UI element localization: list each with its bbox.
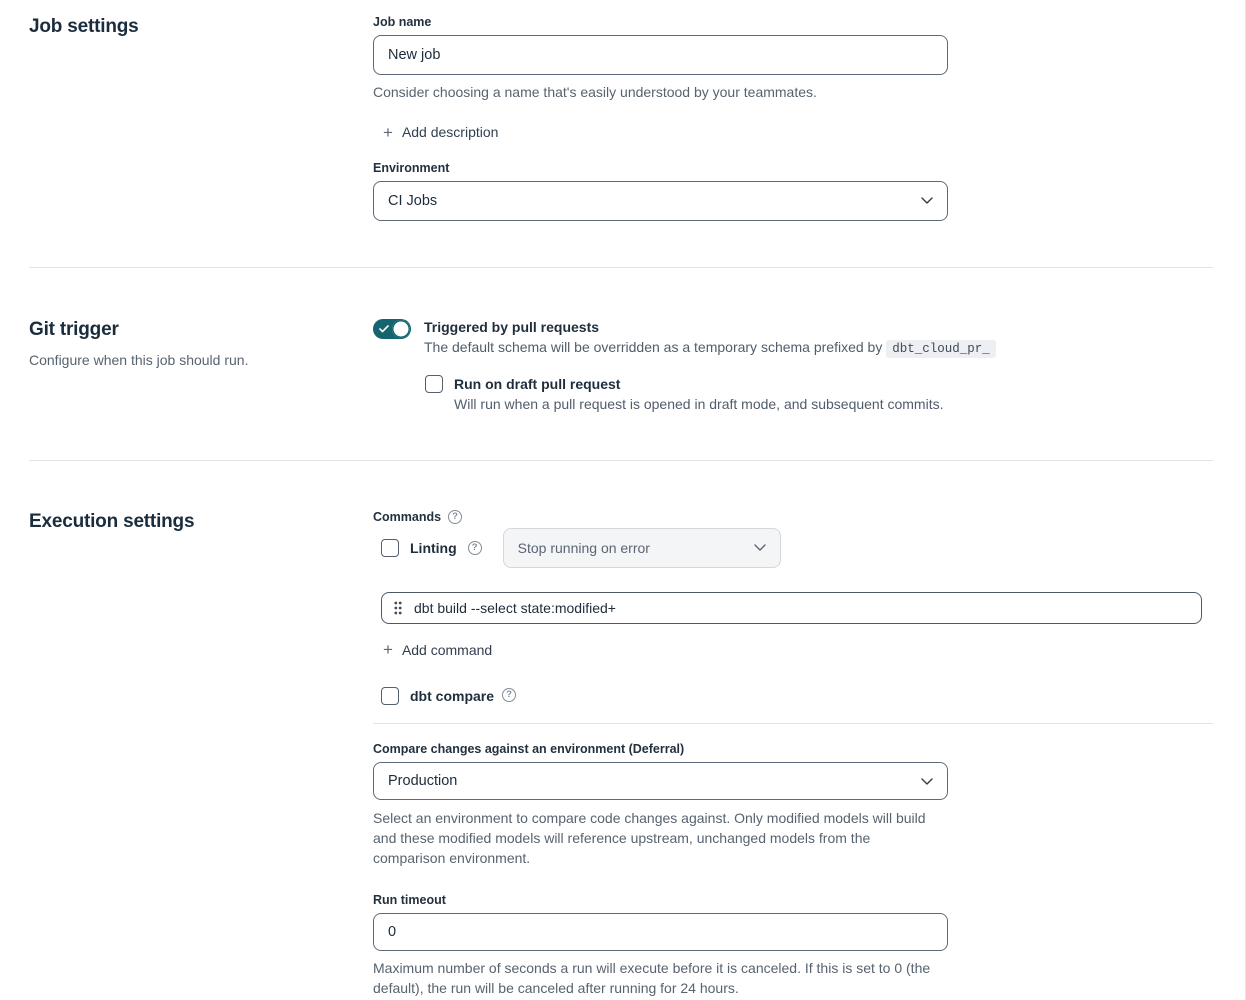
pr-trigger-label: Triggered by pull requests — [424, 318, 600, 335]
toggle-knob — [392, 320, 410, 338]
deferral-select[interactable] — [373, 762, 948, 800]
section-title-job-settings: Job settings — [29, 16, 139, 37]
job-name-input[interactable] — [373, 35, 948, 75]
section-right-column — [373, 509, 1213, 999]
run-timeout-label: Run timeout — [373, 893, 446, 907]
commands-label: Commands — [373, 509, 442, 524]
help-icon[interactable]: ? — [448, 510, 462, 524]
environment-select[interactable] — [373, 181, 948, 221]
section-title-git-trigger: Git trigger — [29, 318, 119, 340]
pr-trigger-description — [424, 337, 996, 360]
chevron-down-icon — [921, 197, 933, 204]
section-job-settings — [29, 0, 1213, 267]
schema-prefix-chip: dbt_cloud_pr_ — [886, 340, 996, 358]
add-description-label: Add description — [401, 124, 499, 140]
add-command-label: Add command — [401, 641, 493, 658]
job-name-help-text: Consider choosing a name that's easily understood by your teammates. — [373, 84, 817, 100]
plus-icon: + — [383, 122, 393, 142]
commands-label-row — [373, 509, 1213, 525]
linting-row — [381, 528, 1213, 568]
linting-mode-selected-value: Stop running on error — [517, 539, 650, 556]
section-left-column — [29, 317, 373, 414]
draft-pr-checkbox[interactable] — [425, 375, 443, 393]
add-command-wrap — [373, 640, 1213, 661]
command-text[interactable]: dbt build --select state:modified+ — [414, 599, 616, 616]
section-git-trigger — [29, 268, 1213, 460]
deferral-label: Compare changes against an environment (Deferral) — [373, 742, 685, 756]
draft-pr-row — [425, 374, 1213, 414]
linting-mode-select[interactable] — [503, 528, 781, 568]
section-title-execution-settings: Execution settings — [29, 510, 195, 532]
pr-trigger-row — [373, 317, 1213, 360]
help-icon[interactable]: ? — [468, 541, 482, 555]
draft-pr-description: Will run when a pull request is opened in draft mode, and subsequent commits. — [454, 395, 944, 412]
section-left-column — [29, 14, 373, 221]
deferral-help-text: Select an environment to compare code changes against. Only modified models will build and these modified models will reference upstream, unchanged models from the comparison environment. — [373, 810, 926, 866]
add-command-button[interactable] — [383, 640, 492, 660]
job-name-label: Job name — [373, 15, 432, 29]
dbt-compare-label: dbt compare — [410, 688, 495, 704]
pr-trigger-toggle[interactable] — [373, 319, 411, 339]
drag-handle-icon[interactable] — [392, 599, 404, 617]
pr-trigger-text — [424, 317, 996, 360]
git-trigger-subtitle: Configure when this job should run. — [29, 351, 249, 368]
plus-icon: + — [383, 640, 393, 659]
deferral-selected-value: Production — [388, 773, 458, 789]
linting-checkbox[interactable] — [381, 539, 399, 557]
environment-label: Environment — [373, 160, 450, 175]
section-execution-settings — [29, 461, 1213, 1000]
linting-label: Linting — [410, 539, 457, 556]
section-right-column — [373, 317, 1213, 414]
help-icon[interactable]: ? — [502, 688, 516, 702]
chevron-down-icon — [921, 778, 933, 785]
run-timeout-input[interactable] — [373, 913, 948, 951]
pr-trigger-description-text: The default schema will be overridden as a temporary schema prefixed by — [424, 338, 883, 355]
dbt-compare-row — [381, 686, 1213, 706]
dbt-compare-checkbox[interactable] — [381, 687, 399, 705]
section-left-column — [29, 509, 373, 999]
environment-selected-value: CI Jobs — [388, 192, 438, 209]
subsection-divider — [373, 723, 1213, 724]
section-right-column — [373, 14, 1213, 221]
add-description-button[interactable] — [383, 122, 498, 142]
draft-pr-text — [454, 374, 944, 414]
draft-pr-label: Run on draft pull request — [454, 375, 621, 392]
check-icon — [379, 325, 389, 333]
chevron-down-icon — [754, 544, 766, 551]
command-row — [381, 592, 1202, 624]
run-timeout-help-text: Maximum number of seconds a run will execute before it is canceled. If this is set to 0 (the default), the run will be canceled after running for 24 hours. — [373, 960, 931, 996]
